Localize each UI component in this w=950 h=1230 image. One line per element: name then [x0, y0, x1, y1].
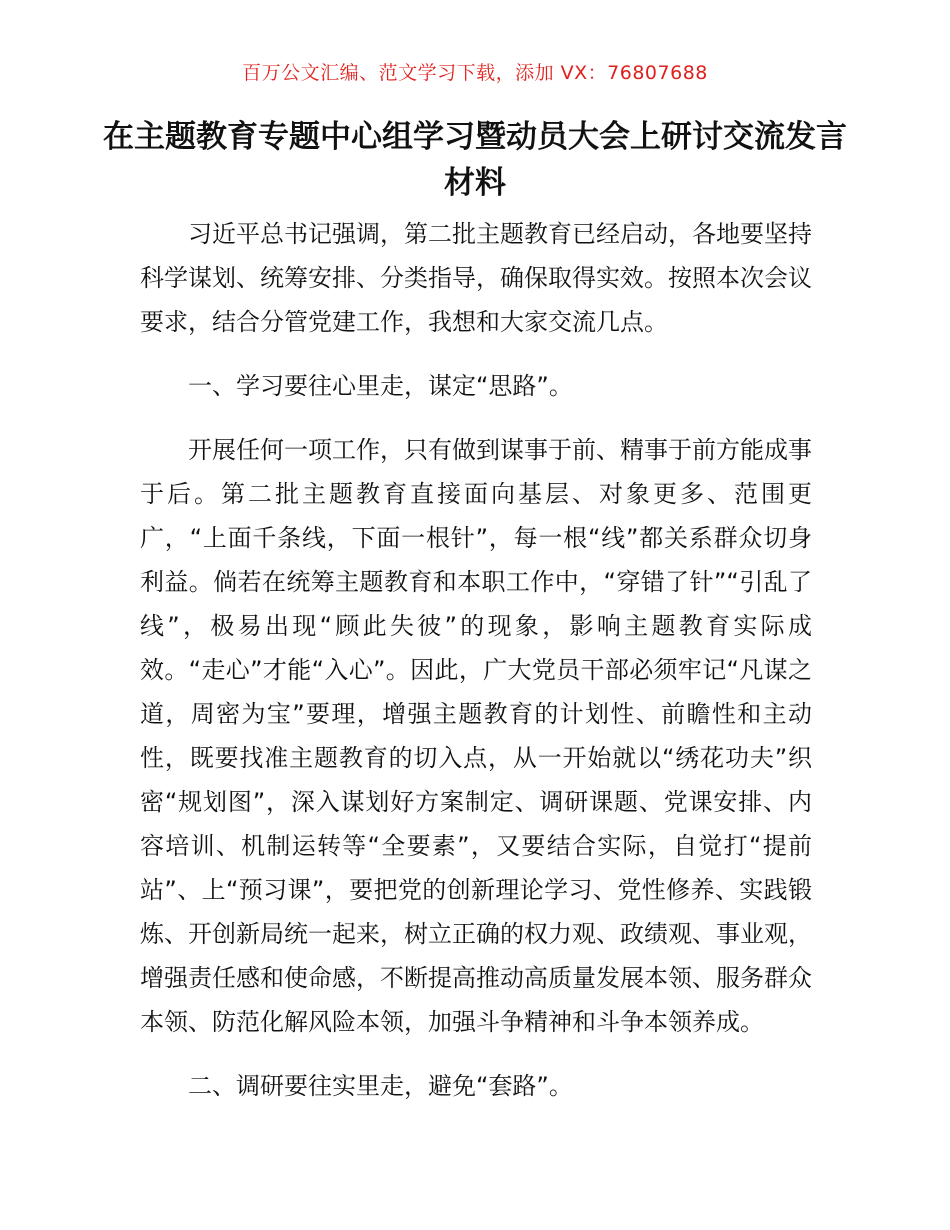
paragraph-section-1: 开展任何一项工作，只有做到谋事于前、精事于前方能成事于后。第二批主题教育直接面向基层、对象更多、范围更广，“上面千条线，下面一根针”，每一根“线”都关系群众切身利益。倘若在统筹主题教育和本职工作中，“穿错了针”“引乱了线”，极易出现“顾此失彼”的现象，影响主题教育实际成效。“走心”才能“入心”。因此，广大党员干部必须牢记“凡谋之道，周密为宝”要理，增强主题教育的计划性、前瞻性和主动性，既要找准主题教育的切入点，从一开始就以“绣花功夫”织密“规划图”，深入谋划好方案制定、调研课题、党课安排、内容培训、机制运转等“全要素”，又要结合实际，自觉打“提前站”、上“预习课”，要把党的创新理论学习、党性修养、实践锻炼、开创新局统一起来，树立正确的权力观、政绩观、事业观，增强责任感和使命感，不断提高推动高质量发展本领、服务群众本领、防范化解风险本领，加强斗争精神和斗争本领养成。 — [140, 436, 812, 1036]
section-heading-1: 一、学习要往心里走，谋定“思路”。 — [188, 372, 573, 400]
promo-header: 百万公文汇编、范文学习下载，添加 VX：76807688 — [242, 62, 708, 84]
document-body — [140, 212, 812, 1108]
section-heading-2: 二、调研要往实里走，避免“套路”。 — [188, 1072, 573, 1100]
document-title: 在主题教育专题中心组学习暨动员大会上研讨交流发言材料 — [103, 119, 847, 201]
paragraph-intro: 习近平总书记强调，第二批主题教育已经启动，各地要坚持科学谋划、统筹安排、分类指导，确保取得实效。按照本次会议要求，结合分管党建工作，我想和大家交流几点。 — [140, 220, 812, 336]
